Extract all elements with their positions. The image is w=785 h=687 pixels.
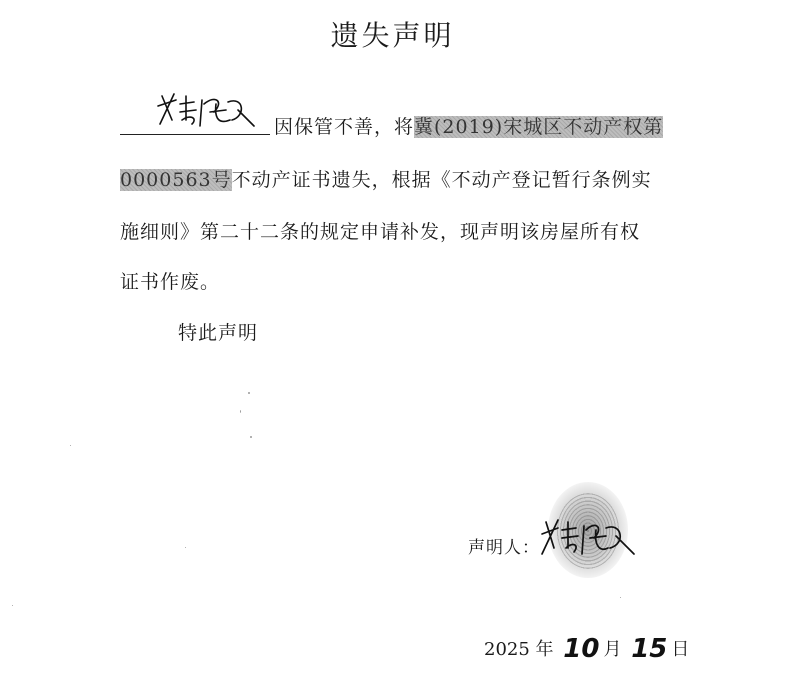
body-line-3: 施细则》第二十二条的规定申请补发，现声明该房屋所有权: [120, 221, 641, 243]
closing-statement: 特此声明: [178, 322, 259, 344]
date-year: 2025: [484, 639, 530, 660]
date-day-handwritten: 15: [631, 634, 668, 664]
signature-scribble-icon: [154, 90, 264, 136]
scan-speck: [620, 597, 621, 598]
scan-speck: [12, 605, 13, 606]
signature-scribble-icon: [538, 514, 638, 564]
body-text: 因保管不善，将: [274, 116, 415, 138]
redacted-certificate-number: 冀(2019)宋城区不动产权第: [414, 116, 664, 138]
body-line-2: [120, 166, 652, 194]
declarant-label: 声明人：: [468, 538, 540, 558]
date-year-unit: 年: [535, 639, 554, 660]
redacted-certificate-number-cont: 0000563号: [120, 169, 232, 191]
body-line-1: [120, 112, 663, 141]
date-month-unit: 月: [603, 639, 622, 660]
scan-speck: [70, 445, 71, 446]
declaration-date: [484, 634, 689, 664]
date-day-unit: 日: [671, 639, 690, 660]
body-line-4: 证书作废。: [120, 271, 221, 293]
handwritten-signature: [154, 90, 264, 136]
scan-speck: [240, 410, 241, 413]
declarant-signature: [538, 514, 638, 564]
signature-blank: [120, 112, 270, 135]
scan-speck: [248, 392, 250, 394]
document-title: 遗失声明: [330, 19, 455, 52]
body-text: 不动产证书遗失，根据《不动产登记暂行条例实: [231, 169, 652, 191]
scan-speck: [250, 436, 252, 438]
date-month-handwritten: 10: [563, 634, 600, 664]
scan-speck: [185, 547, 186, 548]
